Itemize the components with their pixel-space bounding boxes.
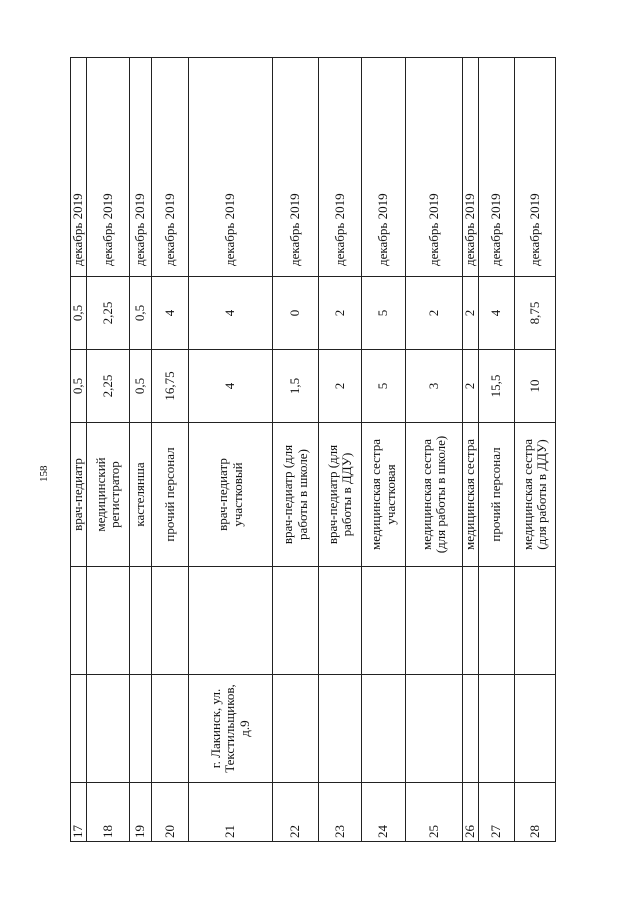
address-cell	[406, 675, 463, 783]
empty-cell	[189, 567, 273, 675]
empty-cell	[479, 567, 515, 675]
table-row	[87, 58, 130, 842]
table-row	[71, 58, 87, 842]
table-row	[319, 58, 362, 842]
value-cell: 1,5	[273, 350, 319, 423]
position-cell: медицинская сестра	[463, 423, 479, 567]
position-cell: медицинская сестра участковая	[362, 423, 406, 567]
date-cell: декабрь 2019	[152, 58, 189, 277]
table-row	[362, 58, 406, 842]
value-cell: 4	[189, 277, 273, 350]
value-cell: 3	[406, 350, 463, 423]
address-cell	[71, 675, 87, 783]
value-cell: 2	[463, 277, 479, 350]
value-cell: 16,75	[152, 350, 189, 423]
position-cell: врач-педиатр	[71, 423, 87, 567]
value-cell: 0,5	[130, 350, 152, 423]
value-cell: 4	[479, 277, 515, 350]
value-cell: 4	[189, 350, 273, 423]
table-row	[273, 58, 319, 842]
table-row	[479, 58, 515, 842]
value-cell: 2	[463, 350, 479, 423]
value-cell: 0,5	[130, 277, 152, 350]
value-cell: 0,5	[71, 277, 87, 350]
position-cell: врач-педиатр участковый	[189, 423, 273, 567]
empty-cell	[71, 567, 87, 675]
date-cell: декабрь 2019	[479, 58, 515, 277]
row-number: 21	[189, 783, 273, 842]
address-cell	[273, 675, 319, 783]
position-cell: медицинский регистратор	[87, 423, 130, 567]
empty-cell	[273, 567, 319, 675]
row-number: 22	[273, 783, 319, 842]
value-cell: 2	[406, 277, 463, 350]
date-cell: декабрь 2019	[273, 58, 319, 277]
date-cell: декабрь 2019	[87, 58, 130, 277]
value-cell: 8,75	[515, 277, 556, 350]
value-cell: 2	[319, 277, 362, 350]
value-cell: 2,25	[87, 277, 130, 350]
empty-cell	[463, 567, 479, 675]
row-number: 27	[479, 783, 515, 842]
row-number: 25	[406, 783, 463, 842]
value-cell: 5	[362, 277, 406, 350]
address-cell	[463, 675, 479, 783]
empty-cell	[130, 567, 152, 675]
table-row	[406, 58, 463, 842]
position-cell: прочий персонал	[152, 423, 189, 567]
value-cell: 0	[273, 277, 319, 350]
empty-cell	[152, 567, 189, 675]
date-cell: декабрь 2019	[71, 58, 87, 277]
address-cell	[130, 675, 152, 783]
table-row	[515, 58, 556, 842]
address-cell	[319, 675, 362, 783]
value-cell: 2	[319, 350, 362, 423]
row-number: 20	[152, 783, 189, 842]
empty-cell	[362, 567, 406, 675]
position-cell: кастелянша	[130, 423, 152, 567]
table-row	[152, 58, 189, 842]
value-cell: 10	[515, 350, 556, 423]
value-cell: 2,25	[87, 350, 130, 423]
address-cell	[87, 675, 130, 783]
row-number: 18	[87, 783, 130, 842]
address-cell	[515, 675, 556, 783]
row-number: 19	[130, 783, 152, 842]
value-cell: 5	[362, 350, 406, 423]
address-cell	[362, 675, 406, 783]
row-number: 26	[463, 783, 479, 842]
row-number: 28	[515, 783, 556, 842]
date-cell: декабрь 2019	[319, 58, 362, 277]
position-cell: врач-педиатр (для работы в ДДУ)	[319, 423, 362, 567]
date-cell: декабрь 2019	[362, 58, 406, 277]
position-cell: медицинская сестра (для работы в ДДУ)	[515, 423, 556, 567]
date-cell: декабрь 2019	[130, 58, 152, 277]
row-number: 24	[362, 783, 406, 842]
empty-cell	[87, 567, 130, 675]
staff-table	[70, 57, 556, 842]
date-cell: декабрь 2019	[406, 58, 463, 277]
position-cell: медицинская сестра (для работы в школе)	[406, 423, 463, 567]
address-cell	[152, 675, 189, 783]
position-cell: врач-педиатр (для работы в школе)	[273, 423, 319, 567]
date-cell: декабрь 2019	[189, 58, 273, 277]
row-number: 17	[71, 783, 87, 842]
row-number: 23	[319, 783, 362, 842]
value-cell: 4	[152, 277, 189, 350]
empty-cell	[319, 567, 362, 675]
date-cell: декабрь 2019	[515, 58, 556, 277]
empty-cell	[515, 567, 556, 675]
staff-table-wrapper	[70, 58, 549, 842]
page-number: 158	[38, 465, 50, 482]
address-cell: г. Лакинск, ул. Текстильщиков, д.9	[189, 675, 273, 783]
table-row	[130, 58, 152, 842]
empty-cell	[406, 567, 463, 675]
position-cell: прочий персонал	[479, 423, 515, 567]
table-row	[463, 58, 479, 842]
table-row	[189, 58, 273, 842]
date-cell: декабрь 2019	[463, 58, 479, 277]
address-cell	[479, 675, 515, 783]
value-cell: 15,5	[479, 350, 515, 423]
value-cell: 0,5	[71, 350, 87, 423]
